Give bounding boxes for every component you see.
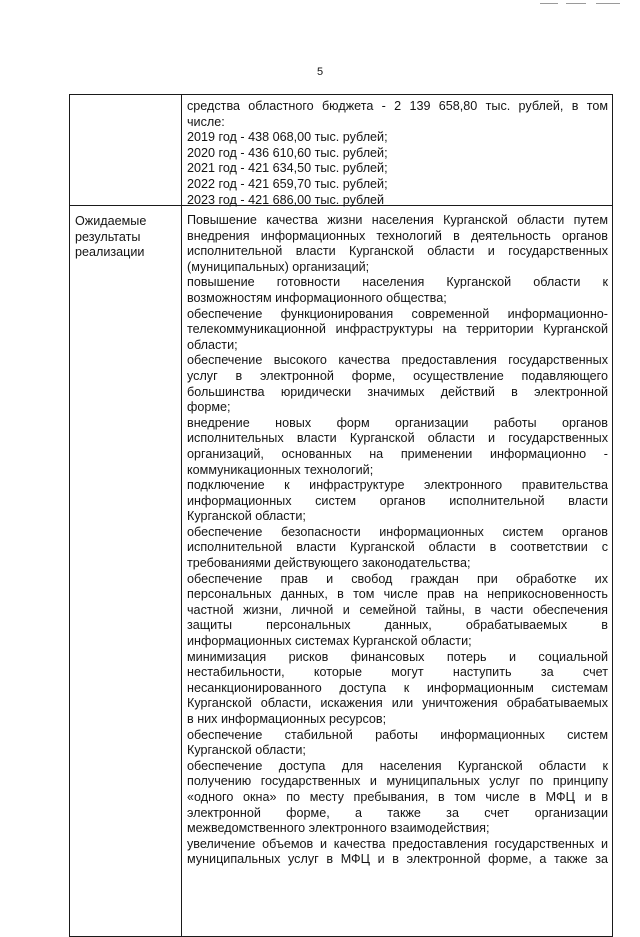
text-line: коммуникационных технологий; (187, 462, 374, 477)
text-line: услуг в электронной форме, осуществление подавляющего (187, 368, 608, 383)
text-line: большинства юридически значимых действий в электронной (187, 384, 608, 399)
text-line: исполнительных власти Курганской области и государственных (187, 431, 608, 446)
scan-artifact-line (540, 3, 558, 4)
text-line: организаций, основанных на применении информационно - (187, 446, 608, 461)
text-line: нестабильности, которые могут наступить за счет (187, 665, 608, 680)
text-line: числе: (187, 114, 225, 129)
table-row-financing (70, 95, 613, 206)
text-line: Курганской области; (187, 743, 306, 758)
text-line: информационных системах Курганской области; (187, 634, 472, 649)
row-content (182, 206, 613, 936)
scan-artifact-line (566, 3, 586, 4)
text-line: муниципальных услуг в МФЦ и в электронной форме, а также за (187, 852, 608, 867)
row-label (70, 95, 182, 205)
text-line: 2022 год - 421 659,70 тыс. рублей; (187, 176, 388, 191)
text-line: обеспечение высокого качества предоставления государственных (187, 353, 608, 368)
text-line: области; (187, 337, 238, 352)
text-line: межведомственного электронного взаимодействия; (187, 821, 490, 836)
text-line: обеспечение прав и свобод граждан при обработке их (187, 571, 608, 586)
text-line: телекоммуникационной инфраструктуры на территории Курганской (187, 322, 608, 337)
text-line: 2019 год - 438 068,00 тыс. рублей; (187, 130, 388, 145)
passport-table (69, 94, 613, 937)
text-line: информационных систем органов исполнительной власти (187, 493, 608, 508)
text-line: персональных данных, в том числе прав на неприкосновенность (187, 587, 608, 602)
row-label-line: реализации (75, 245, 145, 260)
text-line: увеличение объемов и качества предоставления государственных и (187, 836, 608, 851)
row-label-line: результаты (75, 229, 141, 244)
text-line: возможностям информационного общества; (187, 290, 447, 305)
text-line: внедрения информационных технологий в деятельность органов (187, 228, 608, 243)
text-line: получению государственных и муниципальных услуг по принципу (187, 774, 608, 789)
text-line: частной жизни, личной и семейной тайны, в части обеспечения (187, 602, 608, 617)
text-line: обеспечение стабильной работы информационных систем (187, 727, 608, 742)
text-line: 2021 год - 421 634,50 тыс. рублей; (187, 161, 388, 176)
text-line: подключение к инфраструктуре электронного правительства (187, 478, 608, 493)
text-line: требованиями действующего законодательства; (187, 556, 471, 571)
text-line: 2020 год - 436 610,60 тыс. рублей; (187, 145, 388, 160)
text-line: обеспечение безопасности информационных систем органов (187, 524, 608, 539)
text-line: повышение готовности населения Курганской области к (187, 275, 608, 290)
text-line: защиты персональных данных, обрабатываемых в (187, 618, 608, 633)
text-line: средства областного бюджета - 2 139 658,80 тыс. рублей, в том (187, 99, 608, 113)
text-line: обеспечение доступа для населения Курганской области к (187, 758, 608, 773)
text-line: минимизация рисков финансовых потерь и социальной (187, 649, 608, 664)
scan-artifact-line (596, 3, 620, 4)
text-line: электронной форме, а также за счет организации (187, 805, 608, 820)
text-line: исполнительной власти Курганской области и государственных (187, 244, 608, 259)
text-line: Повышение качества жизни населения Курганской области путем (187, 213, 608, 227)
text-line: несанкционированного доступа к информационным системам (187, 680, 608, 695)
text-line: исполнительной власти Курганской области в соответствии с (187, 540, 608, 555)
table-row-expected-results (70, 206, 613, 937)
text-line: форме; (187, 400, 231, 415)
text-line: Курганской области, искажения или уничтожения обрабатываемых (187, 696, 608, 711)
text-line: Курганской области; (187, 509, 306, 524)
text-line: 2023 год - 421 686,00 тыс. рублей (187, 192, 385, 207)
page-number: 5 (316, 66, 324, 78)
text-line: обеспечение функционирования современной информационно- (187, 306, 608, 321)
text-line: (муниципальных) организаций; (187, 259, 370, 274)
text-line: в них информационных ресурсов; (187, 712, 387, 726)
text-line: «одного окна» по месту пребывания, в том числе в МФЦ и в (187, 789, 608, 804)
text-line: внедрение новых форм организации работы органов (187, 415, 608, 430)
row-content (182, 95, 613, 205)
row-label-line: Ожидаемые (75, 214, 147, 228)
row-label (70, 206, 182, 936)
